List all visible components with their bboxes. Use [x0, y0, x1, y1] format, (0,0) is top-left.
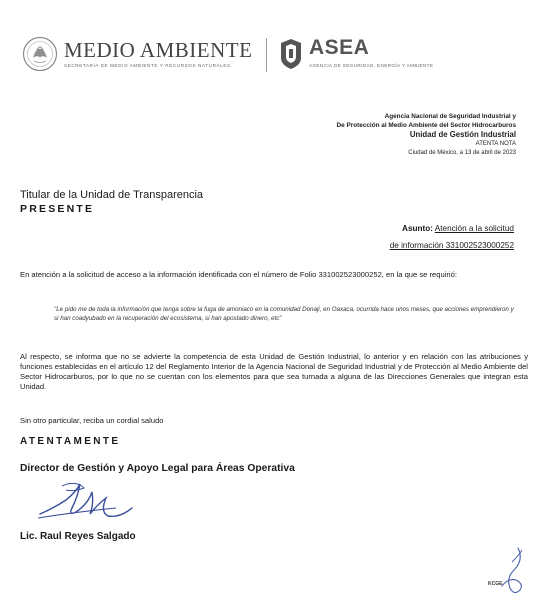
- subject-label: Asunto:: [402, 224, 433, 233]
- sender-line-1: Agencia Nacional de Seguridad Industrial y: [384, 113, 516, 120]
- subject-block: [390, 220, 514, 254]
- recipient-block: [20, 188, 203, 216]
- subject-line-1: Atención a la solicitud: [434, 224, 514, 233]
- agency-subtitle: AGENCIA DE SEGURIDAD, ENERGÍA Y AMBIENTE: [309, 63, 434, 68]
- sender-unit: Unidad de Gestión Industrial: [409, 130, 516, 140]
- initials-rubric: [496, 546, 526, 598]
- doc-type: ATENTA NOTA: [475, 141, 516, 148]
- sender-block: [337, 113, 516, 157]
- ministry-name: MEDIO AMBIENTE: [64, 38, 253, 62]
- subject-line-2: de información 331002523000252: [389, 241, 514, 250]
- signer-name: Lic. Raul Reyes Salgado: [20, 531, 136, 542]
- place-date: Ciudad de México, a 13 de abril de 2023: [408, 149, 516, 156]
- recipient-presente: PRESENTE: [20, 203, 95, 215]
- atentamente: ATENTAMENTE: [20, 436, 121, 447]
- recipient-title: Titular de la Unidad de Transparencia: [20, 189, 204, 201]
- asea-shield-icon: [280, 38, 302, 70]
- body-paragraph-2: Al respecto, se informa que no se advierte la competencia de esta Unidad de Gestión Industrial, lo anterior y en relación con las atribuciones y funciones establecidas en el artículo 12 del Reglamento Interior de la Agencia Nacional de Seguridad Industrial y de Protección al Medio Ambiente del Sector Hidrocarburos, por lo que no se cuentan con los elementos para que sea turnada a alguna de las Direcciones Generales que integran esta Unidad.: [20, 352, 528, 391]
- letterhead: [22, 30, 442, 76]
- handwritten-signature: [36, 478, 136, 526]
- ministry-subtitle: SECRETARÍA DE MEDIO AMBIENTE Y RECURSOS NATURALES: [64, 63, 231, 68]
- body-paragraph-1: En atención a la solicitud de acceso a la información identificada con el número de Folio 331002523000252, en la que se requirió:: [20, 270, 457, 279]
- signer-position: Director de Gestión y Apoyo Legal para Áreas Operativa: [20, 463, 295, 474]
- header-divider: [266, 38, 267, 72]
- closing-line: Sin otro particular, reciba un cordial saludo: [20, 416, 164, 425]
- agency-name: ASEA: [309, 36, 370, 59]
- sender-line-2: De Protección al Medio Ambiente del Sector Hidrocarburos: [336, 121, 516, 129]
- request-quote: "Le pido me de toda la información que tenga sobre la fuga de amoniaco en la comunidad Donaji, en Oaxaca, ocurrida hace unos meses, que acciones emprendieron y si han coadyubado en la recuperación del ecosistema, si han apostado dinero, etc": [54, 306, 514, 322]
- typist-initials: KCGE: [488, 581, 503, 587]
- mexico-seal-icon: [22, 36, 58, 72]
